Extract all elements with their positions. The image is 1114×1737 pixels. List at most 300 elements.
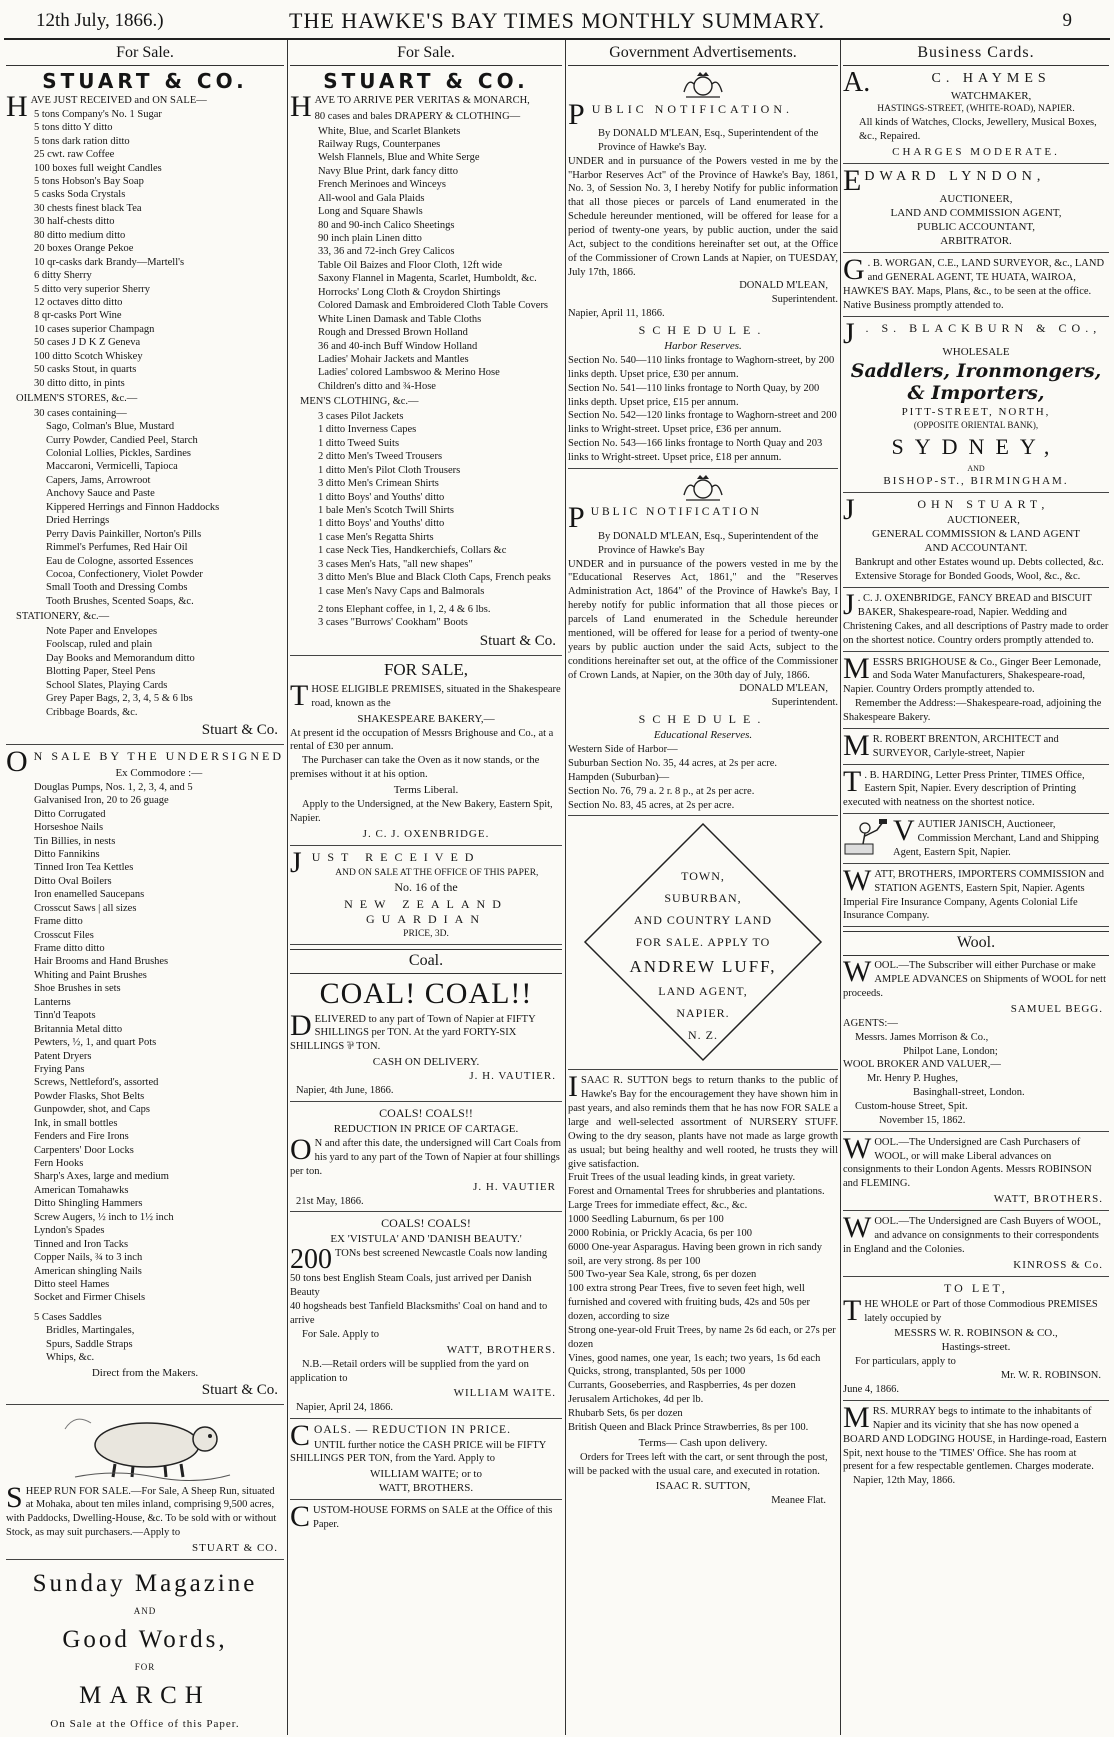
sheep-run-advert [6, 1409, 284, 1560]
agent-line: Custom-house Street, Spit. [855, 1100, 968, 1112]
advert-text: OOL.—The Undersigned are Cash Buyers of WOOL, and advance on consignments to their correspondents in England and the Colonies. [843, 1216, 1101, 1255]
list-item: 80 ditto medium ditto [34, 229, 126, 241]
list-item: Rimmel's Perfumes, Red Hair Oil [46, 542, 188, 554]
drop-cap: J [843, 588, 855, 622]
list-item: 1 ditto Inverness Capes [318, 424, 417, 436]
list-item: Frying Pans [34, 1063, 85, 1075]
cartage-advert [290, 1106, 562, 1212]
list-item: Perry Davis Painkiller, Norton's Pills [46, 528, 202, 540]
list-item: Bridles, Martingales, [46, 1325, 135, 1337]
list-item: Carpenters' Door Locks [34, 1144, 134, 1156]
drop-cap: E [843, 164, 862, 198]
sale-notice: On Sale at the Office of this Paper. [50, 1718, 240, 1731]
street-name: Hastings-street. [941, 1341, 1011, 1354]
business-line: ARBITRATOR. [940, 235, 1012, 248]
list-item: Maccaroni, Vermicelli, Tapioca [46, 461, 178, 473]
business-line: WHOLESALE [942, 345, 1010, 358]
business-trades: Saddlers, Ironmongers, & Importers, [850, 359, 1102, 404]
list-item: Rough and Dressed Brown Holland [318, 327, 468, 339]
agent-country: N. Z. [688, 1028, 718, 1043]
schedule-heading: SCHEDULE. [638, 712, 768, 727]
list-item: 50 casks Stout, in quarts [34, 364, 137, 376]
advert-text: USTOM-HOUSE FORMS on SALE at the Office of this Paper. [313, 1505, 553, 1531]
list-item: 1 case Men's Navy Caps and Balmorals [318, 585, 485, 597]
drop-cap: H [6, 90, 28, 123]
kinross-wool-advert [843, 1211, 1109, 1277]
list-item: Section No. 543—166 links frontage to North Quay and 203 links to Wright-street. Upset price, £18 per annum. [568, 438, 823, 464]
list-item: Ditto steel Hames [34, 1278, 110, 1290]
goods-list [290, 125, 562, 394]
magazine-title: Good Words, [62, 1626, 228, 1654]
advert-terms: Terms— Cash upon delivery. [638, 1436, 768, 1449]
advert-text: For Sale. Apply to [302, 1328, 380, 1340]
sunday-magazine-advert [6, 1570, 284, 1730]
drop-cap: C [290, 1500, 311, 1534]
business-line: LAND AND COMMISSION AGENT, [890, 207, 1062, 220]
list-item: Section No. 76, 79 a. 2 r. 8 p., at 2s per acre. [568, 785, 755, 797]
list-item: Currants, Gooseberries, and Raspberries, 4s per dozen [568, 1380, 796, 1392]
advert-lead: Ex Commodore :— [115, 766, 203, 779]
list-item: 12 octaves ditto ditto [34, 296, 123, 308]
lyndon-card [843, 164, 1109, 253]
list-item: Whips, &c. [46, 1352, 95, 1364]
list-item: British Queen and Black Prince Strawberries, 8s per 100. [568, 1421, 809, 1433]
firm-name: STUART & CO. [42, 69, 248, 93]
list-item: Navy Blue Print, dark fancy ditto [318, 165, 458, 177]
list-item: 3 cases "Burrows' Cookham" Boots [318, 617, 468, 629]
list-item: Foolscap, ruled and plain [46, 639, 153, 651]
drop-cap: J [843, 492, 855, 526]
business-line: AUCTIONEER, [939, 193, 1013, 206]
haymes-card [843, 67, 1109, 164]
list-item: Capers, Jams, Arrowroot [46, 474, 151, 486]
advert-signature: WILLIAM WAITE; or to [370, 1468, 482, 1481]
list-item: Fruit Trees of the usual leading kinds, in great variety. [568, 1172, 796, 1184]
advert-signature: Stuart & Co. [201, 721, 278, 738]
notice-signature: DONALD M'LEAN, [739, 280, 828, 292]
brighouse-card [843, 651, 1109, 729]
vautier-coal-advert [290, 977, 562, 1102]
drop-cap: W [843, 955, 872, 989]
schedule-list [568, 743, 838, 812]
agent-town: NAPIER. [676, 1006, 730, 1021]
drop-cap: P [568, 98, 589, 131]
list-item: Table Oil Baizes and Floor Cloth, 12ft wide [318, 259, 503, 271]
magazine-title: Sunday Magazine [32, 1570, 258, 1598]
list-item: Ink, in small bottles [34, 1117, 118, 1129]
agent-line: WOOL BROKER AND VALUER,— [843, 1059, 1001, 1071]
advert-heading: OALS. — REDUCTION IN PRICE. [314, 1424, 511, 1437]
business-name: DWARD LYNDON, [864, 169, 1046, 185]
agent-line: Basinghall-street, London. [913, 1087, 1025, 1099]
list-item: 2 ditto Men's Tweed Trousers [318, 451, 443, 463]
advert-signature: SAMUEL BEGG. [1010, 1002, 1103, 1015]
list-item: Vines, good names, one year, 1s each; two years, 1s 6d each [568, 1352, 821, 1364]
issue-date: 12th July, 1866.) [36, 10, 164, 31]
list-item: Forest and Ornamental Trees for shrubberies and plantations. [568, 1186, 825, 1198]
advert-date: Napier, April 24, 1866. [296, 1402, 393, 1414]
advert-text: HEEP RUN FOR SALE.—For Sale, A Sheep Run, situated at Mohaka, about ten miles inland, comprising 9,500 acres, with Paddocks, Dwelling-House, &c. To be sold with or without Stock, as may suit purchasers.—Apply to [6, 1485, 277, 1539]
list-item: All-wool and Gala Plaids [318, 192, 425, 204]
section-header: For Sale. [6, 42, 284, 66]
masthead [0, 0, 1114, 40]
list-item: Section No. 541—110 links frontage to North Quay, by 200 links depth. Upset price, £15 per annum. [568, 382, 820, 408]
advert-text: At present id the occupation of Messrs Brighouse and Co., at a rental of £30 per annum. [290, 727, 554, 753]
murray-advert [843, 1400, 1109, 1488]
list-item: Sharp's Axes, large and medium [34, 1171, 169, 1183]
advert-heading: TO LET, [944, 1280, 1008, 1295]
list-item: 3 cases Pilot Jackets [318, 410, 404, 422]
list-item: Tinned and Iron Tacks [34, 1238, 129, 1250]
land-type: TOWN, [681, 869, 725, 884]
business-text: . C. J. OXENBRIDGE, FANCY BREAD and BISCUIT BAKER, Shakespeare-road, Napier. Wedding and Christening Cakes, and all descriptions of Pastry made to order on the shortest notice. Country orders promptly attended to. [843, 593, 1109, 646]
list-item: 5 tons ditto Y ditto [34, 122, 113, 134]
list-item: Curry Powder, Candied Peel, Starch [46, 434, 198, 446]
drop-cap: T [290, 678, 309, 712]
schedule-heading: SCHEDULE. [638, 323, 768, 338]
subhead: 80 cases and bales DRAPERY & CLOTHING— [314, 110, 521, 122]
drop-cap: M [843, 1400, 870, 1434]
goods-list [6, 625, 284, 719]
customs-forms-advert [290, 1500, 562, 1534]
list-item: 50 cases J D K Z Geneva [34, 337, 141, 349]
magazine-month: MARCH [79, 1682, 211, 1710]
list-item: Section No. 542—120 links frontage to Waghorn-street and 200 links to Wright-street. Upset price, £36 per annum. [568, 410, 837, 436]
harding-card [843, 764, 1109, 815]
list-item: 500 Two-year Sea Kale, strong, 6s per dozen [568, 1269, 757, 1281]
conjunction: AND [967, 463, 985, 473]
advert-note: Direct from the Makers. [91, 1366, 199, 1379]
list-item: White Linen Damask and Table Cloths [318, 313, 482, 325]
list-item: Iron enamelled Saucepans [34, 889, 145, 901]
drop-cap: C [290, 1419, 312, 1453]
big-number: 200 [290, 1244, 332, 1276]
business-text: All kinds of Watches, Clocks, Jewellery, Musical Boxes, &c., Repaired. [859, 117, 1097, 143]
drop-cap: T [843, 1293, 862, 1327]
list-item: Jerusalem Artichokes, 4d per lb. [568, 1394, 704, 1406]
list-item: Fern Hooks [34, 1158, 84, 1170]
issue-number: No. 16 of the [394, 879, 458, 894]
drop-cap: V [893, 814, 915, 848]
list-item: Ladies' Mohair Jackets and Mantles [318, 353, 469, 365]
list-item: Cribbage Boards, &c. [46, 706, 138, 718]
drop-cap: H [290, 90, 312, 123]
advert-signature: Mr. W. R. ROBINSON. [1000, 1370, 1101, 1382]
notice-date: Napier, April 11, 1866. [568, 308, 665, 320]
list-item: Copper Nails, ¾ to 3 inch [34, 1252, 143, 1264]
blackburn-card [843, 316, 1109, 493]
advert-text: N and after this date, the undersigned will Cart Coals from his yard to any part of the Town of Napier at four shillings per ton. [290, 1138, 562, 1177]
advert-heading: UST RECEIVED [311, 849, 481, 864]
advert-heading: N SALE BY THE UNDERSIGNED [33, 748, 284, 763]
schedule-subheading: Educational Reserves. [653, 729, 753, 742]
column-divider [565, 40, 566, 1735]
advert-date: June 4, 1866. [843, 1384, 899, 1396]
list-item: 1 bale Men's Scotch Twill Shirts [318, 504, 454, 516]
list-item: 1 ditto Boys' and Youths' ditto [318, 518, 445, 530]
drop-cap: J [843, 316, 855, 350]
list-item: Frame ditto ditto [34, 943, 105, 955]
advert-text: TONs best screened Newcastle Coals now landing [335, 1248, 548, 1260]
drop-cap: M [843, 728, 870, 762]
drop-cap: G [843, 253, 865, 287]
list-item: Hair Brooms and Hand Brushes [34, 956, 169, 968]
section-header: Business Cards. [843, 42, 1109, 66]
business-line: GENERAL COMMISSION & LAND AGENT [872, 528, 1080, 541]
luff-land-advert [568, 822, 838, 1070]
list-item: French Merinoes and Winceys [318, 179, 446, 191]
notice-heading: UBLIC NOTIFICATION [590, 505, 762, 518]
land-type: SUBURBAN, [664, 891, 742, 906]
conjunction: FOR [134, 1662, 156, 1673]
advert-text: Orders for Trees left with the cart, or sent through the post, will be packed with the usual care, and executed in rotation. [568, 1451, 828, 1477]
list-item: Small Tooth and Dressing Combs [46, 582, 188, 594]
business-line: AUCTIONEER, [946, 514, 1020, 527]
sale-line: FOR SALE. APPLY TO [635, 935, 771, 950]
list-item: Ditto Shingling Hammers [34, 1198, 143, 1210]
list-item: White, Blue, and Scarlet Blankets [318, 125, 461, 137]
firm-name: MESSRS W. R. ROBINSON & CO., [894, 1327, 1058, 1340]
advert-text: SAAC R. SUTTON begs to return thanks to the public of Hawke's Bay for the encouragement they have shown him in past years, and also reminds them that he has now FOR SALE a large and well-selected assortment of NURSERY STUFF. Owing to the dry season, plants have not made as large growth as usual; but being healthy and well rooted, he trusts they will give satisfaction. [568, 1075, 838, 1170]
list-item: Britannia Metal ditto [34, 1023, 123, 1035]
column-3 [568, 42, 838, 1732]
list-item: 1 case Neck Ties, Handkerchiefs, Collars &c [318, 545, 507, 557]
oxenbridge-card [843, 588, 1109, 651]
business-text: Remember the Address:—Shakespeare-road, adjoining the Shakespeare Bakery. [843, 698, 1102, 724]
list-item: Lanterns [34, 996, 71, 1008]
list-item: Hampden (Suburban)— [568, 771, 670, 783]
advert-intro: AVE TO ARRIVE PER VERITAS & MONARCH, [314, 95, 530, 106]
list-item: Galvanised Iron, 20 to 26 guage [34, 795, 169, 807]
wool-section [843, 931, 1109, 1276]
business-text: AUTIER JANISCH, Auctioneer, Commission Merchant, Land and Shipping Agent, Eastern Spit, Napier. [893, 819, 1099, 858]
janisch-card [843, 814, 1109, 864]
list-item: 100 ditto Scotch Whiskey [34, 350, 143, 362]
list-item: 30 chests finest black Tea [34, 202, 142, 214]
advert-signature: WILLIAM WAITE. [453, 1387, 556, 1400]
notice-authority: By DONALD M'LEAN, Esq., Superintendent of the Province of Hawke's Bay. [598, 128, 819, 153]
list-item: American Tomahawks [34, 1184, 129, 1196]
section-header: Government Advertisements. [568, 42, 838, 66]
list-item: Section No. 540—110 links frontage to Waghorn-street, by 200 links depth. Upset price, £30 per annum. [568, 355, 835, 380]
list-item: Powder Flasks, Shot Belts [34, 1090, 145, 1102]
list-item: Day Books and Memorandum ditto [46, 652, 195, 664]
list-item: Western Side of Harbor— [568, 744, 678, 756]
list-item: Children's ditto and ¾-Hose [318, 380, 436, 392]
list-item: Gunpowder, shot, and Caps [34, 1104, 150, 1116]
column-4 [843, 42, 1109, 1732]
advert-signature: WATT, BROTHERS. [446, 1343, 556, 1356]
notice-text: UNDER and in pursuance of the Powers vested in me by the "Harbor Reserves Act" of the Province of Hawke's Bay, 1861, No. 3, of Session No. 3, I hereby Notify for public information that all those pieces or parcels of Land enumerated in the Schedule hereunder mentioned, will be offered for lease for a period of twenty-one years, by public auction, under the said Act, subject to the conditions hereinafter set out, at the Office of the Commissioner of Crown Lands at Napier, on TUESDAY, July 17th, 1866. [568, 155, 838, 278]
advert-heading: COALS! COALS!! [379, 1106, 473, 1121]
list-item: Kippered Herrings and Finnon Haddocks [46, 501, 220, 513]
begg-wool-advert [843, 955, 1109, 1131]
list-item: 5 ditto very superior Sherry [34, 283, 151, 295]
list-item: Shoe Brushes in sets [34, 983, 121, 995]
list-item: Quicks, strong, transplanted, 50s per 1000 [568, 1366, 746, 1378]
list-item: 3 cases Men's Hats, "all new shapes" [318, 558, 473, 570]
notice-signature-title: Superintendent. [771, 697, 838, 709]
business-text: . B. WORGAN, C.E., LAND SURVEYOR, &c., LAND and GENERAL AGENT, TE HUATA, WAIROA, HAWKE'S BAY. Maps, Plans, &c., to be seen at the office. Native Business promptly attended to. [843, 258, 1105, 311]
drop-cap: P [568, 500, 588, 534]
business-address: HASTINGS-STREET, (WHITE-ROAD), NAPIER. [877, 104, 1075, 115]
notice-heading: UBLIC NOTIFICATION. [591, 102, 794, 116]
to-let-advert [843, 1281, 1109, 1401]
advert-signature: STUART & CO. [191, 1542, 278, 1555]
business-text: R. ROBERT BRENTON, ARCHITECT and SURVEYOR, Carlyle-street, Napier [872, 733, 1059, 759]
list-item: Horseshoe Nails [34, 822, 104, 834]
newspaper-title: THE HAWKE'S BAY TIMES MONTHLY SUMMARY. [289, 8, 825, 33]
schedule-subheading: Harbor Reserves. [664, 340, 742, 353]
premises-name: SHAKESPEARE BAKERY,— [357, 712, 495, 725]
drop-cap: W [843, 1131, 872, 1165]
list-item: 1 ditto Boys' and Youths' ditto [318, 491, 445, 503]
list-item: Long and Square Shawls [318, 206, 423, 218]
list-item: Ditto Corrugated [34, 808, 106, 820]
auctioneer-illustration [843, 818, 889, 858]
list-item: 5 Cases Saddles [34, 1311, 102, 1323]
list-item: Strong one-year-old Fruit Trees, by name 2s 6d each, or 27s per dozen [568, 1324, 836, 1350]
list-item: Socket and Firmer Chisels [34, 1292, 146, 1304]
price: PRICE, 3D. [403, 928, 449, 939]
list-item: Eau de Cologne, assorted Essences [46, 555, 194, 567]
agent-line: November 15, 1862. [879, 1114, 966, 1126]
guardian-advert [290, 845, 562, 945]
list-item: Ditto Oval Boilers [34, 875, 112, 887]
list-item: Screws, Nettleford's, assorted [34, 1077, 159, 1089]
notice-text: UNDER and in pursuance of the powers vested in me by the "Educational Reserves Act, 1861," and the "Reserves Administration Act, 1864" of the Province of Hawke's Bay, I hereby notify for public information that all those pieces or parcels of Land enumerated in the Schedule hereunder mentioned, will be offered for lease for a period of twenty-one years by public auction under the said Acts, subject to the conditions hereinafter set out, at the office of the Commissioner of Crown Lands, at Napier, on the 30th day of July, 1866. [568, 558, 838, 681]
drop-cap: W [843, 863, 872, 897]
waite-coal-advert [290, 1419, 562, 1500]
business-text: Extensive Storage for Bonded Goods, Wool, &c., &c. [855, 571, 1081, 583]
list-item: 20 boxes Orange Pekoe [34, 243, 134, 255]
business-address: PITT-STREET, NORTH, [901, 405, 1051, 418]
sutton-nursery-advert [568, 1070, 838, 1508]
royal-crest-icon [680, 70, 726, 100]
advert-text: Apply to the Undersigned, at the New Bakery, Eastern Spit, Napier. [290, 799, 553, 824]
list-item: 90 inch plain Linen ditto [318, 233, 422, 244]
sheep-illustration [55, 1409, 235, 1481]
list-item: Frame ditto [34, 916, 83, 928]
list-item: Ladies' colored Lambswoo & Merino Hose [318, 367, 500, 379]
list-item: Anchovy Sauce and Paste [46, 488, 155, 500]
advert-signature: WATT, BROTHERS. [378, 1482, 474, 1495]
list-item: Crosscut Files [34, 929, 94, 941]
conjunction: AND [133, 1606, 157, 1617]
business-text: ESSRS BRIGHOUSE & Co., Ginger Beer Lemonade, and Soda Water Manufacturers, Shakespeare-road, Napier. Country Orders promptly attended to. [843, 656, 1102, 696]
list-item: 33, 36 and 72-inch Grey Calicos [318, 246, 455, 258]
list-item: Dried Herrings [46, 515, 110, 527]
business-text: Bankrupt and other Estates wound up. Debts collected, &c. [855, 557, 1104, 569]
advert-signature: Stuart & Co. [479, 632, 556, 649]
drop-cap: M [843, 651, 870, 685]
list-item: 30 cases containing— [34, 407, 127, 419]
list-item: 100 extra strong Pear Trees, five to seven feet high, well furnished and covered with fruiting buds, 42s and 50s per dozen, according to size [568, 1283, 811, 1322]
advert-text: HOSE ELIGIBLE PREMISES, situated in the Shakespeare road, known as the [311, 683, 561, 709]
schedule-list [568, 354, 838, 465]
advert-text: 50 tons best English Steam Coals, just arrived per Danish Beauty [290, 1273, 532, 1299]
advert-date: Napier, 12th May, 1866. [853, 1475, 956, 1487]
list-item: 80 and 90-inch Calico Sheetings [318, 219, 455, 231]
agent-name: ANDREW LUFF, [629, 957, 777, 977]
business-note: CHARGES MODERATE. [892, 146, 1060, 159]
drop-cap: O [290, 1133, 312, 1167]
bakery-advert [290, 660, 562, 846]
business-address: (OPPOSITE ORIENTAL BANK), [913, 419, 1039, 430]
column-divider [840, 40, 841, 1735]
subhead: MEN'S CLOTHING, &c.— [300, 396, 419, 408]
list-item: 30 ditto ditto, in pints [34, 377, 125, 389]
list-item: Douglas Pumps, Nos. 1, 2, 3, 4, and 5 [34, 781, 193, 793]
goods-list [6, 108, 284, 390]
list-item: Blotting Paper, Steel Pens [46, 666, 156, 678]
paper-title: NEW ZEALAND GUARDIAN [344, 896, 508, 926]
advert-text: N.B.—Retail orders will be supplied from the yard on application to [290, 1358, 529, 1384]
list-item: Patent Dryers [34, 1050, 92, 1062]
page-number: 9 [1062, 10, 1072, 31]
drop-cap: D [290, 1008, 312, 1042]
list-item: 8 qr-casks Port Wine [34, 310, 122, 322]
list-item: Welsh Flannels, Blue and White Serge [318, 152, 480, 164]
drop-cap: T [843, 764, 862, 798]
advert-place: Meanee Flat. [771, 1495, 826, 1507]
list-item: 1 ditto Men's Pilot Cloth Trousers [318, 464, 461, 476]
advert-intro: AVE JUST RECEIVED and ON SALE— [30, 95, 207, 106]
business-line: PUBLIC ACCOUNTANT, [916, 221, 1036, 234]
list-item: Cocoa, Confectionery, Violet Powder [46, 568, 203, 580]
advert-heading: COALS! COALS! [381, 1216, 471, 1231]
drop-cap: O [6, 744, 31, 778]
nursery-list [568, 1171, 838, 1434]
list-item: 2 tons Elephant coffee, in 1, 2, 4 & 6 lbs. [318, 604, 491, 616]
agent-line: Mr. Henry P. Hughes, [867, 1073, 958, 1085]
subhead: STATIONERY, &c.— [16, 611, 110, 623]
advert-signature: WATT, BROTHERS. [993, 1193, 1103, 1206]
advert-signature: J. C. J. OXENBRIDGE. [362, 827, 490, 840]
business-address: BISHOP-ST., BIRMINGHAM. [883, 474, 1069, 487]
advert-text: OOL.—The Subscriber will either Purchase or make AMPLE ADVANCES on Shipments of WOOL for nett proceeds. [843, 960, 1107, 999]
list-item: 3 ditto Men's Blue and Black Cloth Caps, French peaks [318, 572, 551, 584]
business-name: OHN STUART, [917, 496, 1050, 511]
list-item: 25 cwt. raw Coffee [34, 149, 115, 161]
drop-cap: I [568, 1070, 578, 1104]
list-item: Tooth Brushes, Scented Soaps, &c. [46, 595, 194, 607]
goods-list [6, 781, 284, 1305]
advert-signature: J. H. VAUTIER [473, 1180, 556, 1193]
column-2 [290, 42, 562, 1732]
advert-subheading: REDUCTION IN PRICE OF CARTAGE. [333, 1123, 519, 1136]
list-item: Colored Damask and Embroidered Cloth Table Covers [318, 300, 549, 312]
column-divider [287, 40, 288, 1735]
business-trade: WATCHMAKER, [950, 90, 1032, 103]
goods-list [6, 1324, 284, 1364]
list-item: Railway Rugs, Counterpanes [318, 138, 441, 150]
education-notification [568, 473, 838, 816]
business-line: AND ACCOUNTANT. [924, 542, 1028, 555]
business-name: C. HAYMES [931, 71, 1051, 86]
list-item: Fenders and Fire Irons [34, 1131, 129, 1143]
agent-line: Messrs. James Morrison & Co., [855, 1031, 989, 1043]
advert-text: 40 hogsheads best Tanfield Blacksmiths' Coal on hand and to arrive [290, 1301, 548, 1327]
list-item: 5 tons Company's No. 1 Sugar [34, 108, 162, 120]
advert-signature: J. H. VAUTIER. [469, 1070, 556, 1083]
advert-date: Napier, 4th June, 1866. [296, 1085, 394, 1097]
list-item: Note Paper and Envelopes [46, 625, 158, 637]
drop-cap: W [843, 1211, 872, 1245]
list-item: Spurs, Saddle Straps [46, 1338, 133, 1350]
list-item: 5 casks Soda Crystals [34, 189, 126, 201]
stuart-drapery-advert [290, 69, 562, 656]
